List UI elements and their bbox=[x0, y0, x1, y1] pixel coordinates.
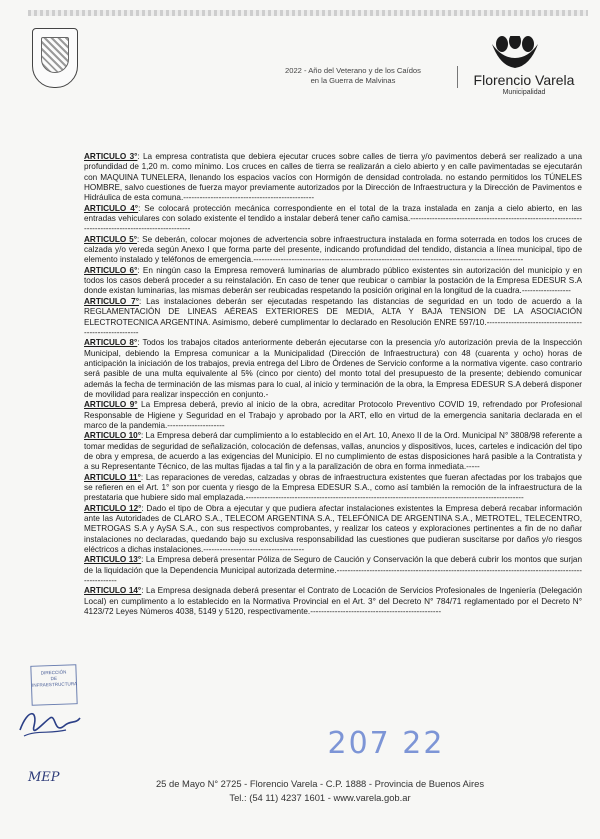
article-4 bbox=[84, 204, 582, 235]
article-7 bbox=[84, 297, 582, 338]
handwritten-file-number: 207 22 bbox=[327, 726, 445, 761]
article-13 bbox=[84, 555, 582, 586]
article-10 bbox=[84, 431, 582, 472]
article-title: ARTICULO 10° bbox=[84, 431, 141, 441]
article-14 bbox=[84, 586, 582, 617]
article-11 bbox=[84, 473, 582, 504]
footer-address: 25 de Mayo N° 2725 - Florencio Varela - C.P. 1888 - Provincia de Buenos Aires bbox=[155, 778, 485, 789]
stamp-line-1: DIRECCIÓN bbox=[40, 669, 67, 676]
article-text: : Todos los trabajos citados anteriormente deberán ejecutarse con la presencia y/o autorización previa de la Inspección Municipal, debiendo la Empresa comunicar a la Municipalidad (Dirección de Infraestructura) con 48 (cuarenta y ocho) horas de anticipación la iniciación de los trabajos, previa entrega del Libro de Órdenes de Servicio conforme a la normativa vigente. caso contrario será pasible de una multa equivalente al 5% (cinco por ciento) del monto total del presupuesto de la presente; debiendo comunicar además la fecha de terminación de las mismas para lo cual, al inicio y terminación de la obra, la Empresa EDESUR S.A deberá disponer de movilidad para realizar inspección en conjunto.- bbox=[84, 338, 583, 399]
article-6 bbox=[84, 266, 582, 297]
motto-line-1: 2022 - Año del Veterano y de los Caídos bbox=[285, 66, 421, 75]
article-title: ARTICULO 4° bbox=[84, 203, 139, 213]
header-motto bbox=[258, 66, 448, 86]
article-text: : Las instalaciones deberán ser ejecutadas respetando las distancias de seguridad en un todo de acuerdo a la REGLAMENTACIÓN DE LINEAS AÉREAS EXTERIORES DE MEDIA, ALTA Y BAJA TENSION DE LA ASOCIACIÓN ELECTROTECNICA ARGENTINA. Asimismo, deberé cumplimentar lo declarado en Resolución ENRE 597/10.------------------------------------------------------- bbox=[84, 296, 582, 337]
article-9 bbox=[84, 400, 582, 431]
article-title: ARTICULO 6° bbox=[84, 265, 138, 275]
brand-name: Florencio Varela bbox=[473, 72, 575, 88]
article-title: ARTICULO 5° bbox=[84, 234, 137, 244]
article-title: ARTICULO 14° bbox=[84, 586, 142, 596]
article-text: : Se deberán, colocar mojones de advertencia sobre infraestructura instalada en forma soterrada en todos los cruces de calzada y/o vereda según Anexo I que forma parte del presente, indicando profundidad del tendido, distancia a línea municipal, tipo de elemento instalado y teléfonos de emergencia.--------------------------------------------------------------------------------------------------- bbox=[84, 234, 582, 265]
handwritten-signature bbox=[14, 700, 84, 750]
article-8 bbox=[84, 338, 582, 400]
article-text: : Las reparaciones de veredas, calzadas y obras de infraestructura existentes que fueran afectadas por los trabajos que se refieren en el Art. 1° son por cuenta y riesgo de la Empresa EDESUR S.A., como así también la remoción de la infraestructura de la prestataria que hubiere sido mal emplazada.------------------------------------------------------------------------------------------------------ bbox=[84, 472, 582, 503]
article-text: : La Empresa designada deberá presentar el Contrato de Locación de Servicios Profesionales de Ingeniería (Delegación Local) en cumplimento a lo establecido en la Normativa Provincial en el Art. 3° del Decreto N° 784/71 reglamentado por el Decreto N° 4123/72 Leyes Números 4038, 5149 y 5120, respectivamente.------------------------------------------------ bbox=[84, 586, 583, 617]
article-title: ARTICULO 8° bbox=[84, 338, 138, 348]
article-title: ARTICULO 9° bbox=[84, 400, 138, 410]
article-12 bbox=[84, 504, 582, 556]
article-title: ARTICULO 12° bbox=[84, 503, 142, 513]
article-title: ARTICULO 13° bbox=[84, 555, 142, 565]
article-title: ARTICULO 7° bbox=[84, 296, 139, 306]
scan-edge-strip bbox=[28, 10, 588, 16]
article-title: ARTICULO 11° bbox=[84, 472, 141, 482]
stamp-line-3: INFRAESTRUCTURA bbox=[31, 681, 78, 688]
article-text: : La Empresa deberá dar cumplimiento a lo establecido en el Art. 10, Anexo II de la Ord. Municipal N° 3808/98 referente a tomar medidas de seguridad de señalización, colocación de defensas, vallas, anuncios y dispositivos, luces, carteles e indicación del tipo de obra y empresa, de acuerdo a las exigencias del Municipio. El no cumplimiento de estas disposiciones hará pasible a la Contratista y a su Representante Técnico, de las multas fijadas a tal fin y a la paralización de obra en forma inmediata.----- bbox=[84, 431, 583, 472]
header-divider bbox=[457, 66, 458, 88]
article-text: : La Empresa deberá presentar Póliza de Seguro de Caución y Conservación la que deberá cubrir los montos que surjan de la liquidación que la Dependencia Municipal autorizada determine.------------------------------------------------------------------------------------------------------ bbox=[84, 555, 582, 586]
article-text: : Dado el tipo de Obra a ejecutar y que pudiera afectar instalaciones existentes la Empresa deberá recabar información ante las Autoridades de CLARO S.A., TELECOM ARGENTINA S.A., TELEFÓNICA DE ARGENTINA S.A., METROTEL, TELECENTRO, METROGAS S.A y AySA S.A., con sus respectivos comprobantes, y realizar los cateos y exploraciones pertinentes a fin de no dañar instalaciones no declaradas, quedando bajo su exclusiva responsabilidad las cuestiones que pudieran suscitarse por daños y/o riesgos eléctricos a dichas instalaciones.------------------------------------- bbox=[84, 503, 582, 555]
brand-subtitle: Municipalidad bbox=[502, 89, 546, 96]
motto-line-2: en la Guerra de Malvinas bbox=[310, 76, 396, 85]
article-title: ARTICULO 3° bbox=[84, 152, 138, 161]
handwritten-initials: MEP bbox=[28, 770, 60, 785]
article-text: : En ningún caso la Empresa removerá luminarias de alumbrado público existentes sin autorización del municipio y en todos los casos deberá proceder a su reinstalación. En caso de tener que reubicar o cambiar la postación de la Empresa EDESUR S.A donde existan luminarias, las mismas deberán ser reubicadas respetando la posición original en la longitud de la cuadra.------------------ bbox=[84, 265, 582, 296]
stamp-line-2: DE bbox=[50, 675, 58, 682]
article-5 bbox=[84, 235, 582, 266]
articles-body bbox=[84, 152, 582, 617]
article-text: La Empresa deberá, previo al inicio de la obra, acreditar Protocolo Preventivo COVID 19, refrendado por Profesional Responsable de Higiene y Seguridad en el Trabajo y aprobado por la ART, ello en virtud de la emergencia sanitaria declarada en el marco de la pandemia.--------------------- bbox=[84, 400, 582, 430]
coat-of-arms-seal bbox=[32, 28, 78, 88]
article-text: : Se colocará protección mecánica correspondiente en el total de la traza instalada en zanja a cielo abierto, en las entradas vehiculares con solado existente el tendido a instalar deberá tener caño camisa.------------------------------------------------------------------------------------------------------ bbox=[84, 203, 582, 234]
article-3 bbox=[84, 152, 582, 204]
footer-contact: Tel.: (54 11) 4237 1601 - www.varela.gob.ar bbox=[229, 792, 411, 803]
article-text: : La empresa contratista que debiera ejecutar cruces sobre calles de tierra y/o pavimentos deberá ser realizado a una profundidad de 1,20 m. como mínimo. Los cruces en calles de tierra se realizarán a cielo abierto y en calle pavimentadas se ejecutarán con MAQUINA TUNELERA, llenando los espacios vacíos con Hormigón de densidad controlada. no estando permitidos los TÚNELES HOMBRE, salvo cuestiones de fuerza mayor previamente autorizados por la Dirección de Infraestructura y la Dirección de Pavimentos e Hidráulica de esta comuna.------------------------------------------------ bbox=[84, 152, 582, 203]
